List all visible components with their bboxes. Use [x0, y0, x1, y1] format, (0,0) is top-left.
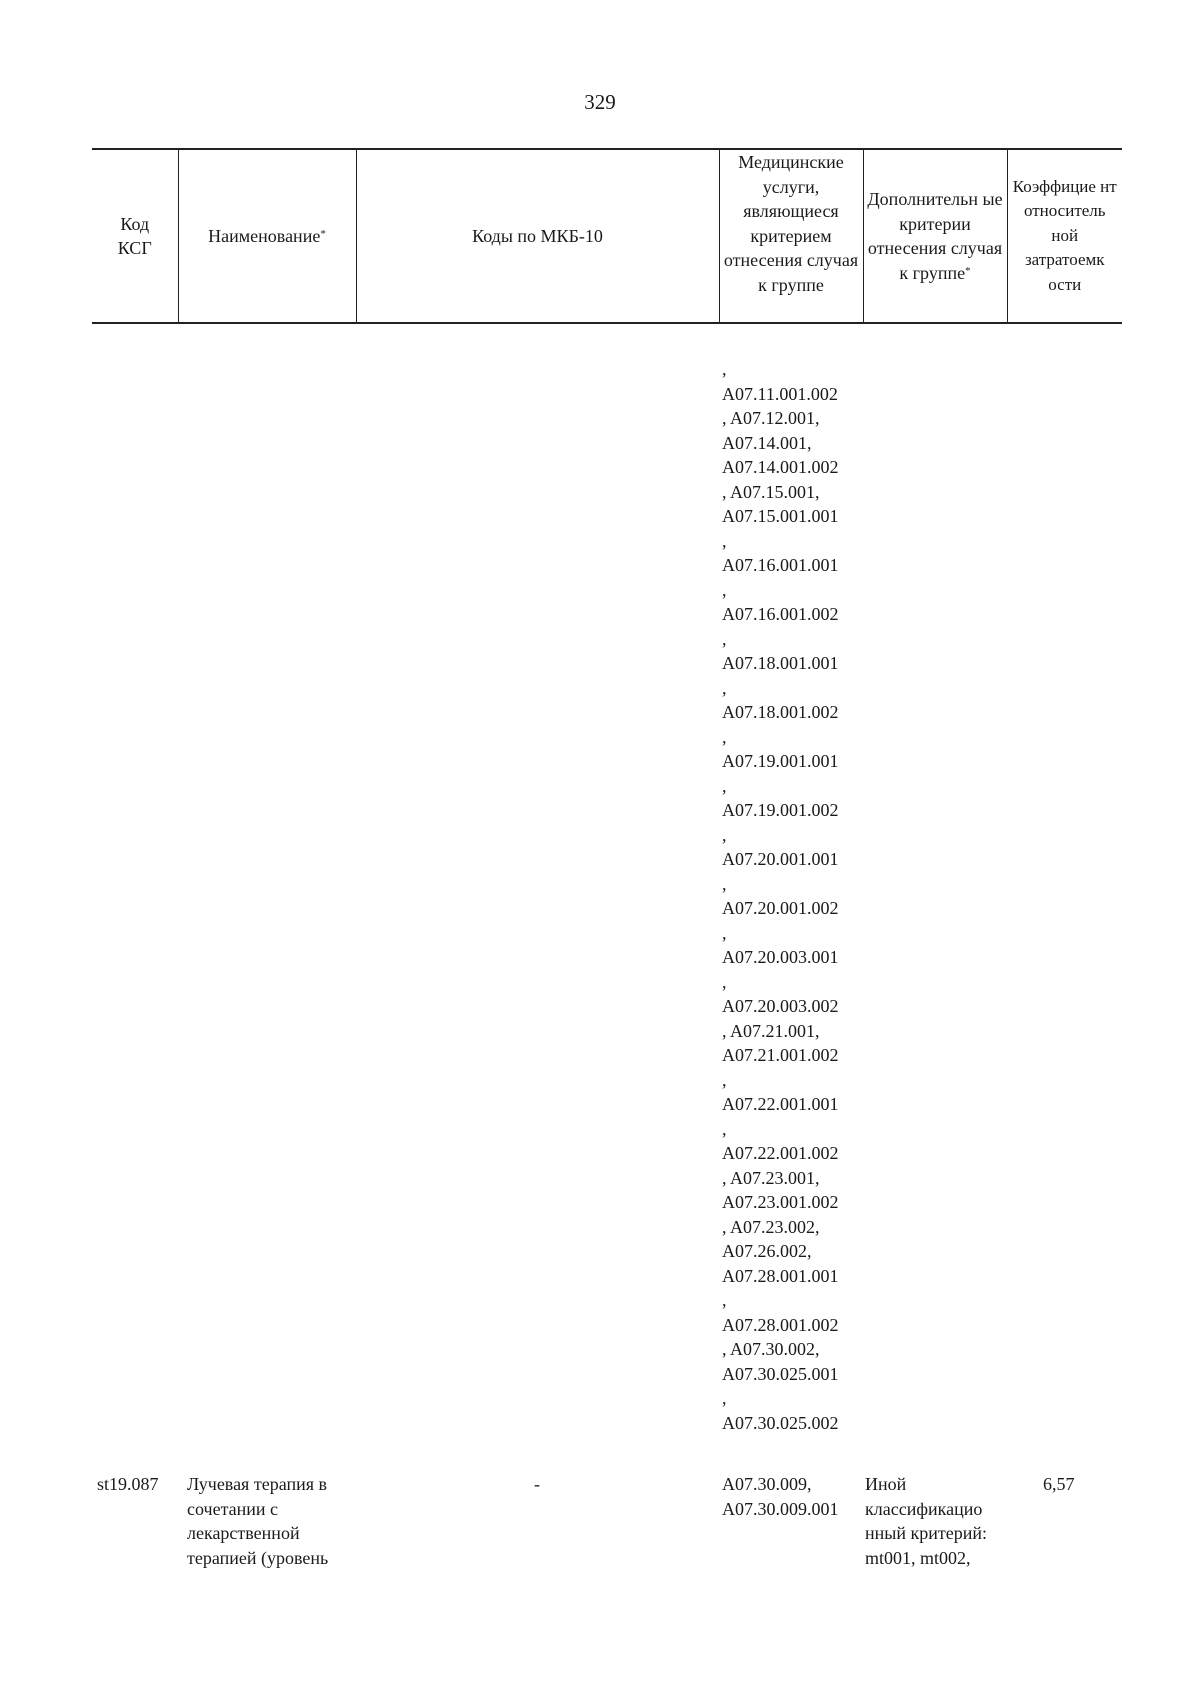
row-icd-codes: -: [534, 1474, 540, 1494]
header-icd-codes: Коды по МКБ-10: [356, 149, 719, 323]
row-ksg-code: st19.087: [97, 1474, 159, 1494]
footnote-mark: *: [320, 227, 326, 240]
row-criteria: Иной классификацио нный критерий: mt001, mt002,: [865, 1474, 987, 1568]
page-number: 329: [584, 90, 616, 114]
header-ksg-code: Код КСГ: [92, 149, 178, 323]
row-services: A07.30.009, A07.30.009.001: [722, 1474, 839, 1519]
row-coefficient: 6,57: [1043, 1474, 1075, 1494]
header-coefficient: Коэффицие нт относитель ной затратоемк ости: [1007, 149, 1122, 323]
header-name: Наименование*: [178, 149, 356, 323]
footnote-mark: *: [965, 264, 971, 277]
header-services: Медицинские услуги, являющиеся критерием отнесения случая к группе: [719, 149, 863, 323]
continued-service-codes: , A07.11.001.002 , A07.12.001, A07.14.001, A07.14.001.002 , A07.15.001, A07.15.001.001 , A07.16.001.001 , A07.16.001.002 , A07.18.001.001 , A07.18.001.002 , A07.19.001.001 , A07.19.001.002 , A07.20.001.001 , A07.20.001.002 , A07.20.003.001 , A07.20.003.002 , A07.21.001, A07.21.001.002 , A07.22.001.001 , A07.22.001.002 , A07.23.001, A07.23.001.002 , A07.23.002, A07.26.002, A07.28.001.001 , A07.28.001.002 , A07.30.002, A07.30.025.001 , A07.30.025.002: [722, 359, 839, 1433]
table-header: [92, 148, 1122, 324]
row-name: Лучевая терапия в сочетании с лекарственной терапией (уровень: [187, 1474, 329, 1568]
header-criteria: Дополнительн ые критерии отнесения случая к группе*: [863, 149, 1007, 323]
